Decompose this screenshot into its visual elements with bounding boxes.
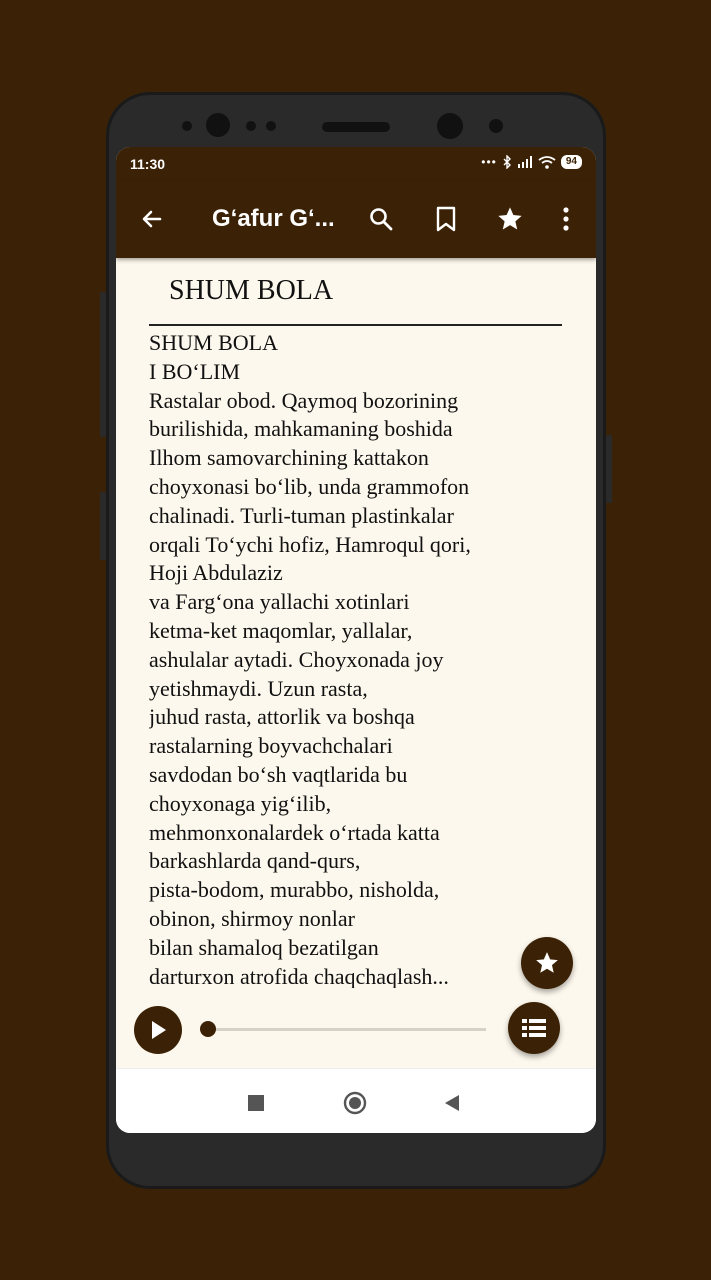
more-vert-icon[interactable] [550,203,582,235]
system-nav-bar [116,1068,596,1133]
home-button[interactable] [341,1089,369,1117]
volume-button [100,492,106,560]
signal-icon [517,156,533,168]
text-line: Hoji Abdulaziz [149,560,283,586]
sensor-dot [246,121,256,131]
text-line: savdodan bo‘sh vaqtlarida bu [149,761,408,787]
play-icon [147,1019,169,1041]
text-line: Rastalar obod. Qaymoq bozorining [149,387,459,413]
text-line: yetishmaydi. Uzun rasta, [149,675,368,701]
audio-seek-bar[interactable] [208,1028,486,1031]
volume-button [100,292,106,437]
text-line: I BO‘LIM [149,358,241,384]
app-toolbar [116,181,596,258]
text-line: pista-bodom, murabbo, nisholda, [149,877,440,903]
text-line: obinon, shirmoy nonlar [149,905,355,931]
text-line: juhud rasta, attorlik va boshqa [149,704,415,730]
reader-content [149,258,564,988]
text-line: Ilhom samovarchining kattakon [149,445,429,471]
recents-button[interactable] [242,1089,270,1117]
text-line: va Farg‘ona yallachi xotinlari [149,589,410,615]
chapter-text [149,329,564,988]
play-button[interactable] [134,1006,182,1054]
status-time: 11:30 [130,156,166,172]
text-line: barkashlarda qand-qurs, [149,848,361,874]
text-line: SHUM BOLA [149,330,278,355]
sensor-dot [266,121,276,131]
power-button [606,435,612,503]
sensor-dot [489,119,503,133]
text-line: orqali To‘ychi hofiz, Hamroqul qori, [149,531,471,557]
seek-handle[interactable] [200,1021,216,1037]
wifi-icon [538,156,556,169]
search-icon[interactable] [365,203,397,235]
dots-icon: ••• [481,155,497,169]
page-title: G‘afur G‘... [212,205,335,232]
text-line: choyxonaga yig‘ilib, [149,790,332,816]
status-bar [116,147,596,181]
text-line: ashulalar aytadi. Choyxonada joy [149,646,444,672]
text-line: ketma-ket maqomlar, yallalar, [149,617,413,643]
nav-back-button[interactable] [438,1089,466,1117]
back-arrow-icon[interactable] [136,203,168,235]
star-icon [534,950,560,976]
text-line: mehmonxonalardek o‘rtada katta [149,819,440,845]
text-line: chalinadi. Turli-tuman plastinkalar [149,502,454,528]
list-icon [522,1018,546,1038]
text-line: rastalarning boyvachchalari [149,733,393,759]
text-line: burilishida, mahkamaning boshida [149,416,453,442]
bluetooth-icon [502,155,512,169]
text-line: darturxon atrofida chaqchaqlash... [149,963,449,988]
square-icon [248,1095,264,1111]
triangle-back-icon [444,1094,460,1112]
sensor-dot [182,121,192,131]
favorite-fab[interactable] [521,937,573,989]
earpiece-speaker [322,122,390,132]
contents-list-button[interactable] [508,1002,560,1054]
chapter-heading: SHUM BOLA [169,275,334,306]
text-line: bilan shamaloq bezatilgan [149,934,379,960]
divider [149,324,562,326]
front-camera [206,113,230,137]
text-line: choyxonasi bo‘lib, unda grammofon [149,473,470,499]
bookmark-icon[interactable] [430,203,462,235]
front-camera [437,113,463,139]
star-icon[interactable] [494,203,526,235]
app-screen [116,147,596,1133]
battery-icon: 94 [561,155,582,169]
circle-icon [343,1091,367,1115]
